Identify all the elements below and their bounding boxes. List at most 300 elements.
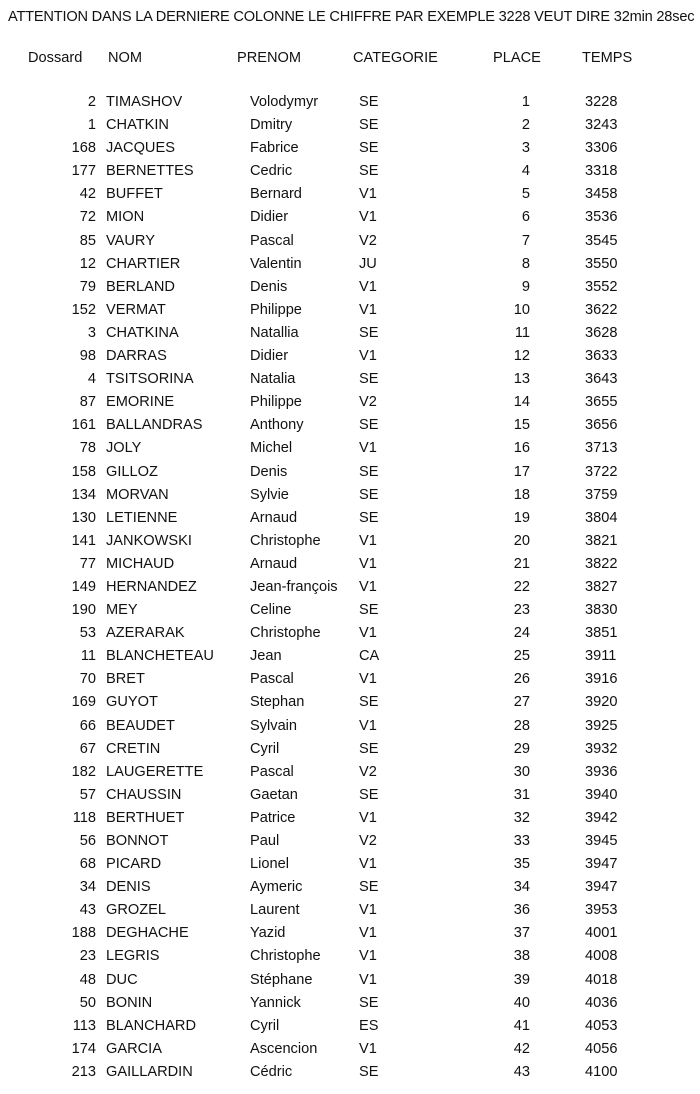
- prenom-cell: Sylvain: [250, 717, 298, 734]
- table-row: [0, 668, 700, 691]
- dossard-cell: 190: [71, 602, 96, 619]
- categorie-cell: V1: [359, 809, 377, 826]
- temps-cell: 3713: [585, 440, 618, 457]
- temps-cell: 4053: [585, 1017, 618, 1034]
- results-table: [0, 91, 700, 1084]
- table-row: [0, 553, 700, 576]
- dossard-cell: 53: [79, 625, 96, 642]
- dossard-cell: 2: [87, 94, 96, 110]
- dossard-cell: 169: [71, 694, 96, 711]
- nom-cell: BERNETTES: [106, 163, 194, 180]
- table-row: [0, 368, 700, 391]
- nom-cell: CHATKINA: [106, 324, 179, 341]
- prenom-cell: Arnaud: [250, 509, 298, 526]
- categorie-cell: SE: [359, 117, 379, 134]
- dossard-cell: 87: [79, 394, 96, 411]
- prenom-cell: Michel: [250, 440, 293, 457]
- table-row: [0, 230, 700, 253]
- page-notice: ATTENTION DANS LA DERNIERE COLONNE LE CHIFFRE PAR EXEMPLE 3228 VEUT DIRE 32min 28sec: [8, 9, 695, 25]
- dossard-cell: 149: [71, 578, 96, 595]
- categorie-cell: V1: [359, 209, 377, 226]
- dossard-cell: 66: [79, 717, 96, 734]
- prenom-cell: Paul: [250, 833, 280, 849]
- table-row: [0, 1038, 700, 1061]
- prenom-cell: Yazid: [250, 925, 286, 942]
- dossard-cell: 168: [71, 140, 96, 157]
- temps-cell: 4018: [585, 971, 618, 988]
- place-cell: 40: [513, 994, 530, 1011]
- table-row: [0, 622, 700, 645]
- table-row: [0, 761, 700, 784]
- prenom-cell: Laurent: [250, 902, 300, 919]
- temps-cell: 3643: [585, 371, 618, 388]
- dossard-cell: 56: [79, 833, 96, 849]
- dossard-cell: 68: [79, 856, 96, 873]
- temps-cell: 3851: [585, 625, 618, 642]
- temps-cell: 3243: [585, 117, 618, 134]
- prenom-cell: Natalia: [250, 371, 296, 388]
- prenom-cell: Dmitry: [250, 117, 293, 134]
- dossard-cell: 177: [71, 163, 96, 180]
- nom-cell: BLANCHARD: [106, 1017, 197, 1034]
- place-cell: 24: [513, 625, 530, 642]
- dossard-cell: 4: [87, 371, 96, 388]
- table-row: [0, 830, 700, 853]
- table-row: [0, 1061, 700, 1084]
- dossard-cell: 78: [79, 440, 96, 457]
- dossard-cell: 12: [79, 255, 96, 272]
- categorie-cell: V1: [359, 278, 377, 295]
- temps-cell: 3925: [585, 717, 618, 734]
- nom-cell: CHARTIER: [106, 255, 181, 272]
- temps-cell: 3628: [585, 324, 618, 341]
- nom-cell: VAURY: [106, 232, 155, 249]
- prenom-cell: Didier: [250, 209, 289, 226]
- table-row: [0, 160, 700, 183]
- dossard-cell: 50: [79, 994, 96, 1011]
- categorie-cell: V1: [359, 578, 377, 595]
- nom-cell: BUFFET: [106, 186, 163, 203]
- categorie-cell: V1: [359, 948, 377, 965]
- dossard-cell: 188: [71, 925, 96, 942]
- nom-cell: LAUGERETTE: [106, 763, 204, 780]
- prenom-cell: Ascencion: [250, 1040, 318, 1057]
- place-cell: 19: [513, 509, 530, 526]
- temps-cell: 3622: [585, 301, 618, 318]
- prenom-cell: Volodymyr: [250, 94, 319, 110]
- categorie-cell: SE: [359, 694, 379, 711]
- dossard-cell: 57: [79, 786, 96, 803]
- table-row: [0, 276, 700, 299]
- prenom-cell: Lionel: [250, 856, 289, 873]
- nom-cell: AZERARAK: [106, 625, 185, 642]
- categorie-cell: V2: [359, 232, 377, 249]
- dossard-cell: 67: [79, 740, 96, 757]
- table-row: [0, 784, 700, 807]
- temps-cell: 3804: [585, 509, 618, 526]
- nom-cell: LEGRIS: [106, 948, 160, 965]
- temps-cell: 3318: [585, 163, 618, 180]
- temps-cell: 3550: [585, 255, 618, 272]
- nom-cell: GUYOT: [106, 694, 158, 711]
- prenom-cell: Pascal: [250, 232, 294, 249]
- prenom-cell: Pascal: [250, 763, 294, 780]
- place-cell: 26: [513, 671, 530, 688]
- dossard-cell: 48: [79, 971, 96, 988]
- dossard-cell: 85: [79, 232, 96, 249]
- categorie-cell: V1: [359, 186, 377, 203]
- prenom-cell: Valentin: [250, 255, 302, 272]
- place-cell: 4: [521, 163, 530, 180]
- place-cell: 10: [513, 301, 530, 318]
- table-row: [0, 576, 700, 599]
- place-cell: 6: [521, 209, 530, 226]
- dossard-cell: 79: [79, 278, 96, 295]
- table-row: [0, 484, 700, 507]
- place-cell: 37: [513, 925, 530, 942]
- dossard-cell: 98: [79, 348, 96, 365]
- place-cell: 15: [513, 417, 530, 434]
- place-cell: 35: [513, 856, 530, 873]
- prenom-cell: Denis: [250, 463, 288, 480]
- nom-cell: BRET: [106, 671, 145, 688]
- table-row: [0, 530, 700, 553]
- table-row: [0, 114, 700, 137]
- temps-cell: 3947: [585, 879, 618, 896]
- nom-cell: DENIS: [106, 879, 151, 896]
- nom-cell: DARRAS: [106, 348, 167, 365]
- dossard-cell: 152: [71, 301, 96, 318]
- temps-cell: 3947: [585, 856, 618, 873]
- categorie-cell: SE: [359, 371, 379, 388]
- temps-cell: 4036: [585, 994, 618, 1011]
- place-cell: 16: [513, 440, 530, 457]
- categorie-cell: SE: [359, 463, 379, 480]
- nom-cell: DEGHACHE: [106, 925, 189, 942]
- place-cell: 38: [513, 948, 530, 965]
- table-row: [0, 322, 700, 345]
- place-cell: 30: [513, 763, 530, 780]
- dossard-cell: 77: [79, 555, 96, 572]
- prenom-cell: Philippe: [250, 394, 302, 411]
- categorie-cell: V1: [359, 348, 377, 365]
- temps-cell: 3656: [585, 417, 618, 434]
- nom-cell: VERMAT: [106, 301, 166, 318]
- nom-cell: BONNOT: [106, 833, 169, 849]
- temps-cell: 3655: [585, 394, 618, 411]
- header-temps: TEMPS: [582, 50, 633, 66]
- place-cell: 20: [513, 532, 530, 549]
- temps-cell: 3920: [585, 694, 618, 711]
- categorie-cell: SE: [359, 486, 379, 503]
- dossard-cell: 113: [72, 1017, 96, 1034]
- temps-cell: 3953: [585, 902, 618, 919]
- nom-cell: MEY: [106, 602, 138, 619]
- categorie-cell: V1: [359, 625, 377, 642]
- table-row: [0, 461, 700, 484]
- place-cell: 23: [513, 602, 530, 619]
- dossard-cell: 70: [79, 671, 96, 688]
- temps-cell: 4008: [585, 948, 618, 965]
- table-row: [0, 738, 700, 761]
- temps-cell: 3945: [585, 833, 618, 849]
- categorie-cell: SE: [359, 94, 379, 110]
- table-row: [0, 645, 700, 668]
- prenom-cell: Celine: [250, 602, 292, 619]
- nom-cell: MICHAUD: [106, 555, 175, 572]
- categorie-cell: V2: [359, 833, 377, 849]
- temps-cell: 3940: [585, 786, 618, 803]
- nom-cell: CRETIN: [106, 740, 161, 757]
- nom-cell: GAILLARDIN: [106, 1063, 193, 1080]
- temps-cell: 4001: [585, 925, 618, 942]
- prenom-cell: Stephan: [250, 694, 305, 711]
- place-cell: 7: [521, 232, 530, 249]
- table-row: [0, 507, 700, 530]
- prenom-cell: Philippe: [250, 301, 302, 318]
- place-cell: 28: [513, 717, 530, 734]
- categorie-cell: SE: [359, 417, 379, 434]
- place-cell: 14: [513, 394, 530, 411]
- categorie-cell: ES: [359, 1017, 379, 1034]
- temps-cell: 3228: [585, 94, 618, 110]
- prenom-cell: Christophe: [250, 948, 321, 965]
- categorie-cell: V1: [359, 671, 377, 688]
- place-cell: 25: [513, 648, 530, 665]
- dossard-cell: 118: [72, 809, 96, 826]
- place-cell: 8: [521, 255, 530, 272]
- categorie-cell: V1: [359, 440, 377, 457]
- prenom-cell: Aymeric: [250, 879, 303, 896]
- place-cell: 39: [513, 971, 530, 988]
- dossard-cell: 1: [87, 117, 96, 134]
- nom-cell: BEAUDET: [106, 717, 175, 734]
- dossard-cell: 213: [71, 1063, 96, 1080]
- prenom-cell: Cédric: [250, 1063, 293, 1080]
- categorie-cell: SE: [359, 324, 379, 341]
- place-cell: 29: [513, 740, 530, 757]
- categorie-cell: V1: [359, 555, 377, 572]
- place-cell: 34: [513, 879, 530, 896]
- place-cell: 36: [513, 902, 530, 919]
- nom-cell: MORVAN: [106, 486, 169, 503]
- dossard-cell: 134: [71, 486, 96, 503]
- place-cell: 18: [513, 486, 530, 503]
- categorie-cell: V1: [359, 925, 377, 942]
- nom-cell: BONIN: [106, 994, 153, 1011]
- table-row: [0, 807, 700, 830]
- temps-cell: 3932: [585, 740, 618, 757]
- categorie-cell: SE: [359, 163, 379, 180]
- table-row: [0, 945, 700, 968]
- place-cell: 33: [513, 833, 530, 849]
- prenom-cell: Patrice: [250, 809, 296, 826]
- temps-cell: 3822: [585, 555, 618, 572]
- dossard-cell: 72: [79, 209, 96, 226]
- nom-cell: BLANCHETEAU: [106, 648, 214, 665]
- temps-cell: 3722: [585, 463, 618, 480]
- dossard-cell: 34: [79, 879, 96, 896]
- temps-cell: 3830: [585, 602, 618, 619]
- temps-cell: 3821: [585, 532, 618, 549]
- prenom-cell: Anthony: [250, 417, 304, 434]
- dossard-cell: 42: [79, 186, 96, 203]
- nom-cell: JOLY: [106, 440, 142, 457]
- nom-cell: PICARD: [106, 856, 162, 873]
- prenom-cell: Bernard: [250, 186, 302, 203]
- prenom-cell: Sylvie: [250, 486, 289, 503]
- nom-cell: BALLANDRAS: [106, 417, 203, 434]
- categorie-cell: SE: [359, 994, 379, 1011]
- place-cell: 3: [521, 140, 530, 157]
- prenom-cell: Jean: [250, 648, 282, 665]
- place-cell: 32: [513, 809, 530, 826]
- categorie-cell: V2: [359, 394, 377, 411]
- prenom-cell: Fabrice: [250, 140, 299, 157]
- header-prenom: PRENOM: [237, 50, 302, 66]
- place-cell: 22: [513, 578, 530, 595]
- nom-cell: MION: [106, 209, 145, 226]
- categorie-cell: V1: [359, 1040, 377, 1057]
- categorie-cell: JU: [359, 255, 377, 272]
- table-row: [0, 137, 700, 160]
- prenom-cell: Stéphane: [250, 971, 313, 988]
- table-row: [0, 345, 700, 368]
- prenom-cell: Didier: [250, 348, 289, 365]
- table-row: [0, 299, 700, 322]
- dossard-cell: 43: [79, 902, 96, 919]
- nom-cell: JANKOWSKI: [106, 532, 192, 549]
- table-row: [0, 253, 700, 276]
- categorie-cell: SE: [359, 1063, 379, 1080]
- nom-cell: DUC: [106, 971, 138, 988]
- nom-cell: CHAUSSIN: [106, 786, 182, 803]
- place-cell: 43: [513, 1063, 530, 1080]
- nom-cell: TSITSORINA: [106, 371, 194, 388]
- place-cell: 9: [521, 278, 530, 295]
- table-row: [0, 437, 700, 460]
- nom-cell: LETIENNE: [106, 509, 178, 526]
- place-cell: 12: [513, 348, 530, 365]
- place-cell: 31: [513, 786, 530, 803]
- nom-cell: GROZEL: [106, 902, 167, 919]
- place-cell: 5: [521, 186, 530, 203]
- header-nom: NOM: [108, 50, 143, 66]
- table-row: [0, 691, 700, 714]
- prenom-cell: Cedric: [250, 163, 293, 180]
- place-cell: 27: [513, 694, 530, 711]
- place-cell: 42: [513, 1040, 530, 1057]
- prenom-cell: Natallia: [250, 324, 299, 341]
- dossard-cell: 141: [71, 532, 96, 549]
- categorie-cell: SE: [359, 740, 379, 757]
- dossard-cell: 158: [71, 463, 96, 480]
- place-cell: 17: [513, 463, 530, 480]
- place-cell: 21: [513, 555, 530, 572]
- place-cell: 41: [513, 1017, 530, 1034]
- prenom-cell: Denis: [250, 278, 288, 295]
- header-place: PLACE: [493, 50, 541, 66]
- prenom-cell: Gaetan: [250, 786, 298, 803]
- dossard-cell: 3: [87, 324, 96, 341]
- nom-cell: GILLOZ: [106, 463, 158, 480]
- dossard-cell: 23: [79, 948, 96, 965]
- categorie-cell: V1: [359, 301, 377, 318]
- categorie-cell: SE: [359, 602, 379, 619]
- temps-cell: 3545: [585, 232, 618, 249]
- categorie-cell: SE: [359, 786, 379, 803]
- table-row: [0, 183, 700, 206]
- categorie-cell: V2: [359, 763, 377, 780]
- temps-cell: 3306: [585, 140, 618, 157]
- prenom-cell: Christophe: [250, 625, 321, 642]
- table-row: [0, 853, 700, 876]
- table-row: [0, 599, 700, 622]
- temps-cell: 3942: [585, 809, 618, 826]
- dossard-cell: 11: [80, 648, 96, 665]
- dossard-cell: 182: [71, 763, 96, 780]
- temps-cell: 3911: [585, 648, 617, 665]
- temps-cell: 3633: [585, 348, 618, 365]
- header-categorie: CATEGORIE: [353, 50, 438, 66]
- dossard-cell: 174: [71, 1040, 96, 1057]
- prenom-cell: Yannick: [250, 994, 301, 1011]
- table-row: [0, 414, 700, 437]
- temps-cell: 4056: [585, 1040, 618, 1057]
- prenom-cell: Jean-françois: [250, 578, 338, 595]
- table-row: [0, 992, 700, 1015]
- categorie-cell: V1: [359, 971, 377, 988]
- dossard-cell: 130: [71, 509, 96, 526]
- nom-cell: BERTHUET: [106, 809, 185, 826]
- categorie-cell: V1: [359, 856, 377, 873]
- categorie-cell: SE: [359, 879, 379, 896]
- temps-cell: 3552: [585, 278, 618, 295]
- table-row: [0, 715, 700, 738]
- temps-cell: 4100: [585, 1063, 618, 1080]
- prenom-cell: Arnaud: [250, 555, 298, 572]
- temps-cell: 3536: [585, 209, 618, 226]
- nom-cell: BERLAND: [106, 278, 175, 295]
- place-cell: 11: [514, 324, 530, 341]
- nom-cell: TIMASHOV: [106, 94, 183, 110]
- nom-cell: GARCIA: [106, 1040, 162, 1057]
- table-row: [0, 91, 700, 114]
- temps-cell: 3916: [585, 671, 618, 688]
- categorie-cell: V1: [359, 902, 377, 919]
- categorie-cell: SE: [359, 140, 379, 157]
- dossard-cell: 161: [71, 417, 96, 434]
- nom-cell: JACQUES: [106, 140, 175, 157]
- prenom-cell: Cyril: [250, 740, 280, 757]
- prenom-cell: Cyril: [250, 1017, 280, 1034]
- nom-cell: HERNANDEZ: [106, 578, 197, 595]
- nom-cell: EMORINE: [106, 394, 175, 411]
- place-cell: 13: [513, 371, 530, 388]
- categorie-cell: V1: [359, 717, 377, 734]
- table-row: [0, 876, 700, 899]
- temps-cell: 3759: [585, 486, 618, 503]
- nom-cell: CHATKIN: [106, 117, 169, 134]
- prenom-cell: Pascal: [250, 671, 294, 688]
- table-row: [0, 391, 700, 414]
- prenom-cell: Christophe: [250, 532, 321, 549]
- temps-cell: 3458: [585, 186, 618, 203]
- categorie-cell: CA: [359, 648, 380, 665]
- table-row: [0, 922, 700, 945]
- table-row: [0, 899, 700, 922]
- header-dossard: Dossard: [28, 50, 83, 66]
